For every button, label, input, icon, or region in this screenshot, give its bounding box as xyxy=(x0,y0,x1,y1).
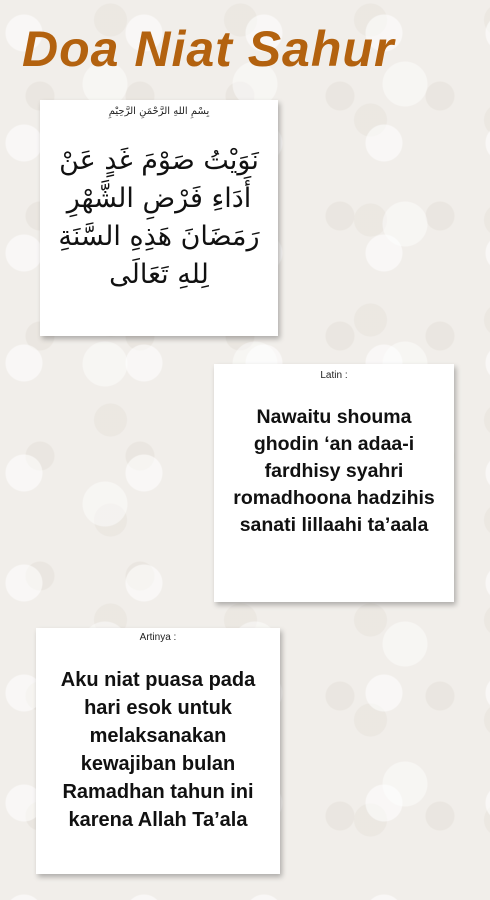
latin-caption: Latin : xyxy=(320,370,348,381)
latin-transliteration-card xyxy=(214,364,454,602)
translation-card xyxy=(36,628,280,874)
translation-text: Aku niat puasa pada hari esok untuk melaksanakan kewajiban bulan Ramadhan tahun ini karena Allah Ta’ala xyxy=(60,669,256,831)
arabic-prayer-card xyxy=(40,100,278,336)
basmala-caption: بِسْمِ اللهِ الرَّحْمَنِ الرَّحِيْمِ xyxy=(108,106,210,117)
page-title: Doa Niat Sahur xyxy=(22,21,395,77)
arabic-prayer-text: نَوَيْتُ صَوْمَ غَدٍ عَنْ أَدَاءِ فَرْضِ الشَّهْرِ رَمَضَانَ هَذِهِ السَّنَةِ لِلهِ تَعَالَى xyxy=(58,145,260,290)
translation-caption: Artinya : xyxy=(139,632,177,643)
latin-transliteration-text: Nawaitu shouma ghodin ‘an adaa-i fardhisy syahri romadhoona hadzihis sanati lillaahi ta’aala xyxy=(233,406,435,536)
